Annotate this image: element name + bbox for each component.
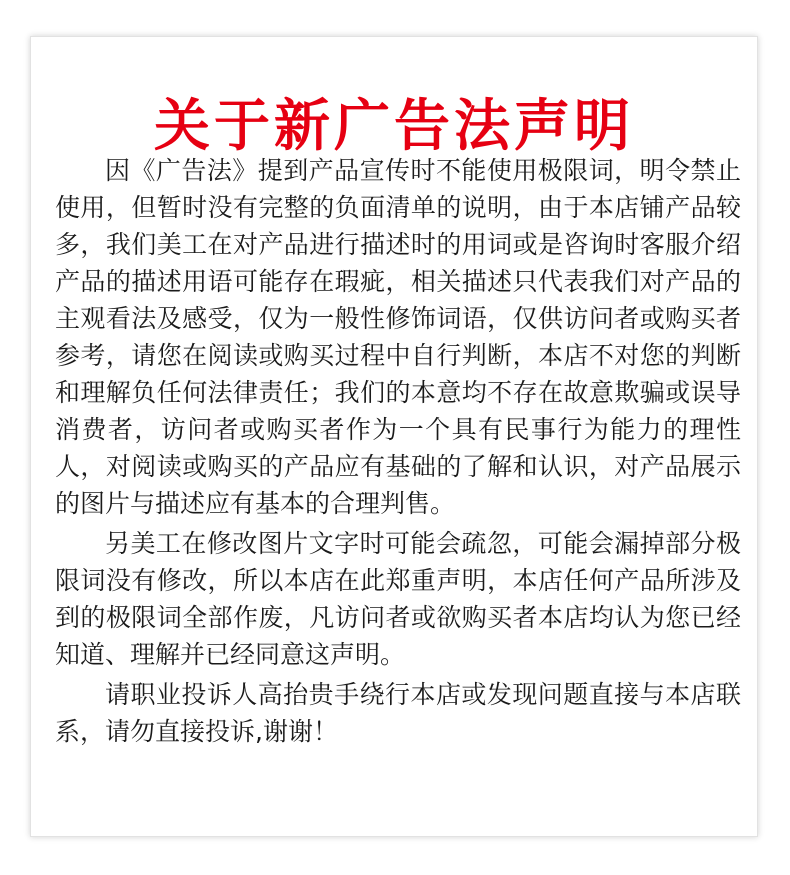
notice-title: 关于新广告法声明 — [154, 94, 634, 159]
paragraph-correction: 另美工在修改图片文字时可能会疏忽，可能会漏掉部分极限词没有修改，所以本店在此郑重声明，本店任何产品所涉及到的极限词全部作废，凡访问者或欲购买者本店均认为您已经知道、理解并已经同意这声明。 — [55, 529, 741, 669]
paragraph-disclaimer: 因《广告法》提到产品宣传时不能使用极限词，明令禁止使用，但暂时没有完整的负面清单的说明，由于本店铺产品较多，我们美工在对产品进行描述时的用词或是咨询时客服介绍产品的描述用语可能存在瑕疵，相关描述只代表我们对产品的主观看法及感受，仅为一般性修饰词语，仅供访问者或购买者参考，请您在阅读或购买过程中自行判断，本店不对您的判断和理解负任何法律责任；我们的本意均不存在故意欺骗或误导消费者，访问者或购买者作为一个具有民事行为能力的理性人，对阅读或购买的产品应有基础的了解和认识，对产品展示的图片与描述应有基本的合理判售。 — [55, 156, 741, 518]
paragraph-complaint: 请职业投诉人高抬贵手绕行本店或发现问题直接与本店联系，请勿直接投诉,谢谢！ — [55, 680, 741, 746]
notice-body — [55, 149, 741, 750]
notice-card — [30, 36, 758, 837]
